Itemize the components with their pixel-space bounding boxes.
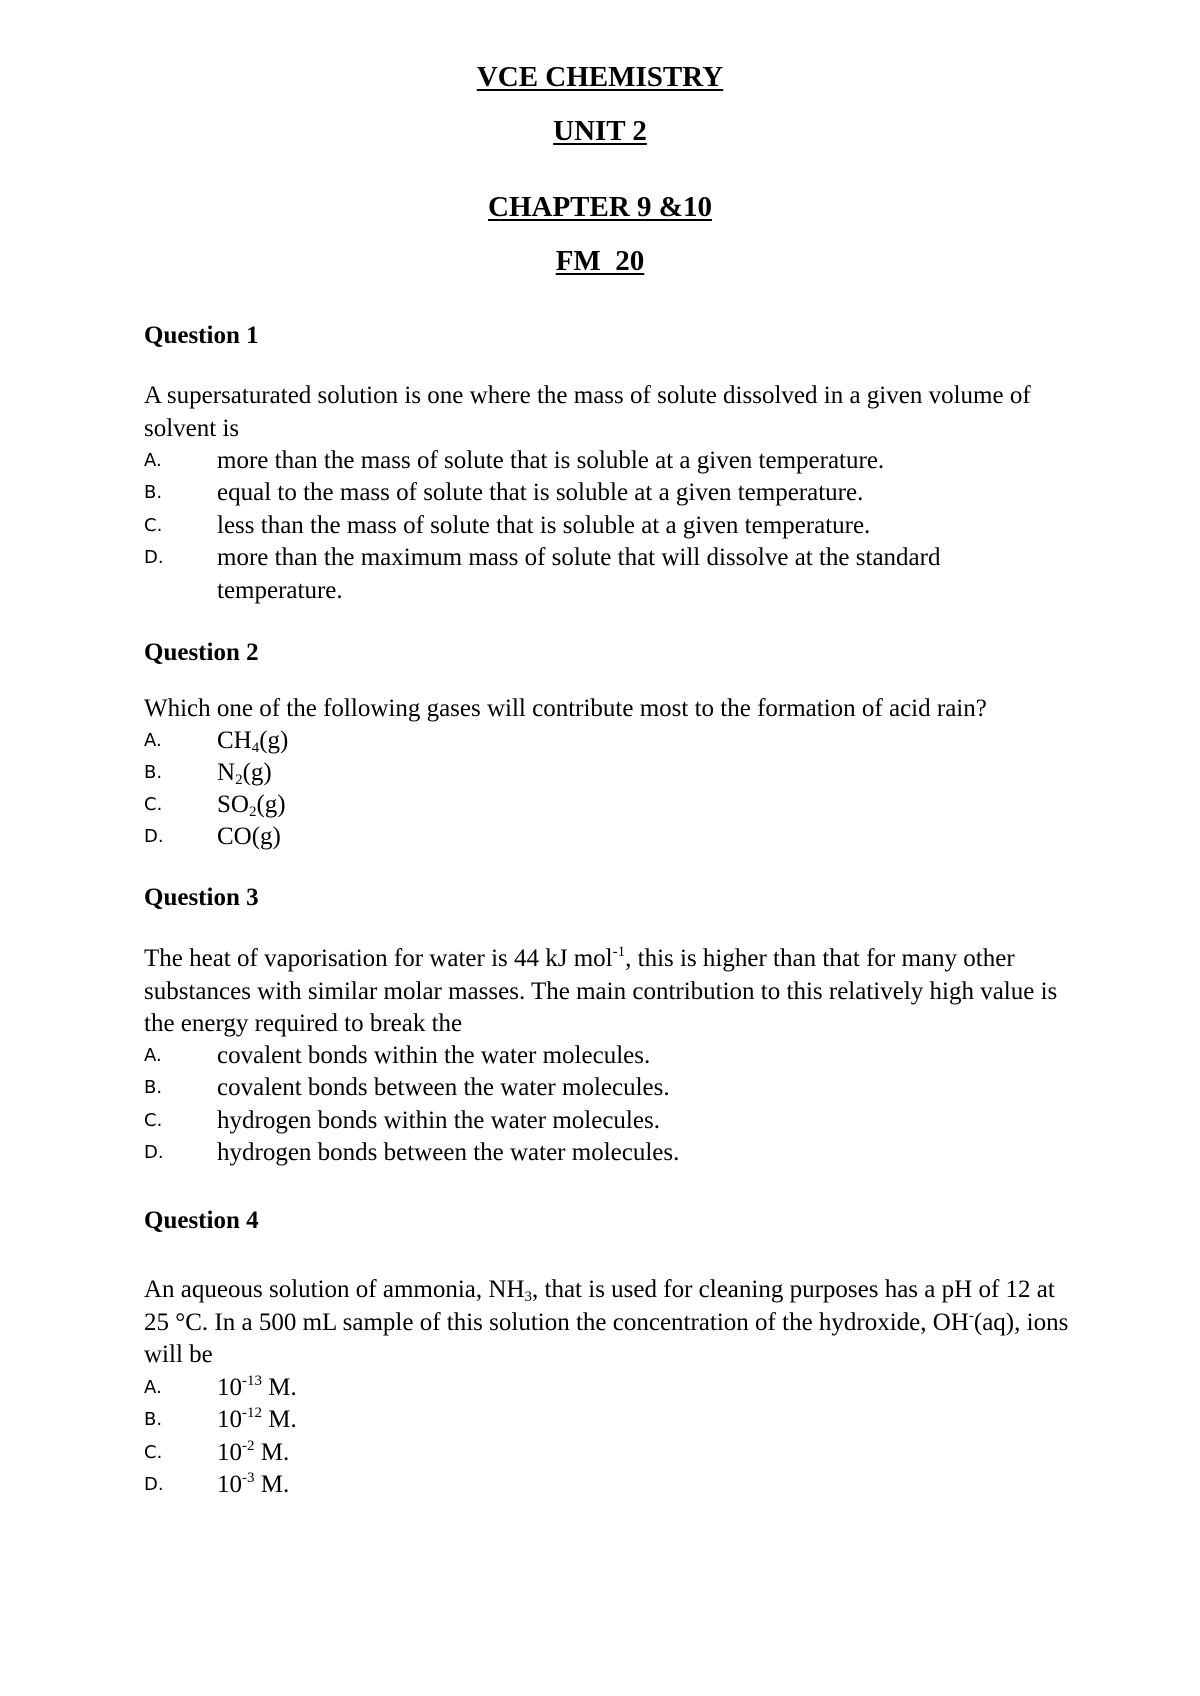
option-letter: D. [144,1474,164,1495]
question-3-title: Question 3 [144,884,259,911]
question-3-option-a [144,1040,1064,1073]
question-1-option-b [144,477,1064,510]
document-title: VCE CHEMISTRY [476,61,724,93]
question-1-stem: A supersaturated solution is one where the mass of solute dissolved in a given volume of solvent is [144,382,1031,442]
question-1-option-d [144,542,1064,607]
question-3-stem: The heat of vaporisation for water is 44 kJ mol$^{-1}$, this is higher than that for many other substances with similar molar masses. The main contribution to this relatively high value is the energy required to break the [144,944,1058,1037]
question-4-option-d [144,1469,1064,1502]
option-text: equal to the mass of solute that is soluble at a given temperature. [217,479,864,506]
option-letter: B. [144,1409,163,1430]
option-text: more than the mass of solute that is soluble at a given temperature. [217,447,885,474]
question-4-option-b [144,1404,1064,1437]
question-3-option-d [144,1137,1064,1170]
option-text: $10^{-2}$ M. [217,1438,290,1466]
question-3-option-b [144,1072,1064,1105]
option-text: less than the mass of solute that is soluble at a given temperature. [217,512,871,539]
option-letter: B. [144,482,163,503]
unit-heading: UNIT 2 [553,115,647,147]
option-text: covalent bonds within the water molecules. [217,1042,651,1069]
question-2-option-b [144,757,1064,790]
option-letter: A. [144,730,162,751]
option-text: $N_2(g)$ [217,759,272,788]
chapter-heading: CHAPTER 9 &10 [488,191,712,223]
option-letter: B. [144,1077,163,1098]
option-text: $SO_2(g)$ [217,791,286,820]
question-4-stem: An aqueous solution of ammonia, $NH_3$, that is used for cleaning purposes has a pH of 12 at 25 °C. In a 500 mL sample of this solution the concentration of the hydroxide, OH-(aq), ions will be [144,1276,1069,1368]
option-letter: C. [144,794,163,815]
option-letter: A. [144,450,162,471]
question-2-option-c [144,789,1064,822]
question-4-title: Question 4 [144,1207,259,1234]
option-text: hydrogen bonds between the water molecules. [217,1139,680,1166]
code-heading: FM 20 [555,245,645,277]
option-letter: C. [144,1442,163,1463]
question-2-title: Question 2 [144,639,259,666]
question-2-option-a [144,725,1064,758]
option-letter: C. [144,515,163,536]
option-text: covalent bonds between the water molecules. [217,1074,670,1101]
question-4-option-a [144,1372,1064,1405]
option-text: $10^{-3}$ M. [217,1470,290,1498]
question-1-option-a [144,445,1064,478]
option-text: hydrogen bonds within the water molecules. [217,1107,660,1134]
option-letter: A. [144,1045,162,1066]
option-letter: A. [144,1377,162,1398]
question-1-option-c [144,510,1064,543]
option-letter: D. [144,826,164,847]
option-text: $10^{-13}$ M. [217,1373,297,1401]
option-letter: C. [144,1110,163,1131]
question-1-title: Question 1 [144,322,259,349]
option-text: $CH_4(g)$ [217,727,289,756]
question-2-option-d [144,821,1064,854]
option-text: $10^{-12}$ M. [217,1405,297,1433]
option-text: CO(g) [217,823,281,850]
option-letter: D. [144,1142,164,1163]
option-letter: D. [144,547,164,568]
option-text: more than the maximum mass of solute that will dissolve at the standard temperature. [217,544,941,604]
question-4-option-c [144,1437,1064,1470]
question-2-stem: Which one of the following gases will contribute most to the formation of acid rain? [144,695,987,722]
question-3-option-c [144,1105,1064,1138]
option-letter: B. [144,762,163,783]
